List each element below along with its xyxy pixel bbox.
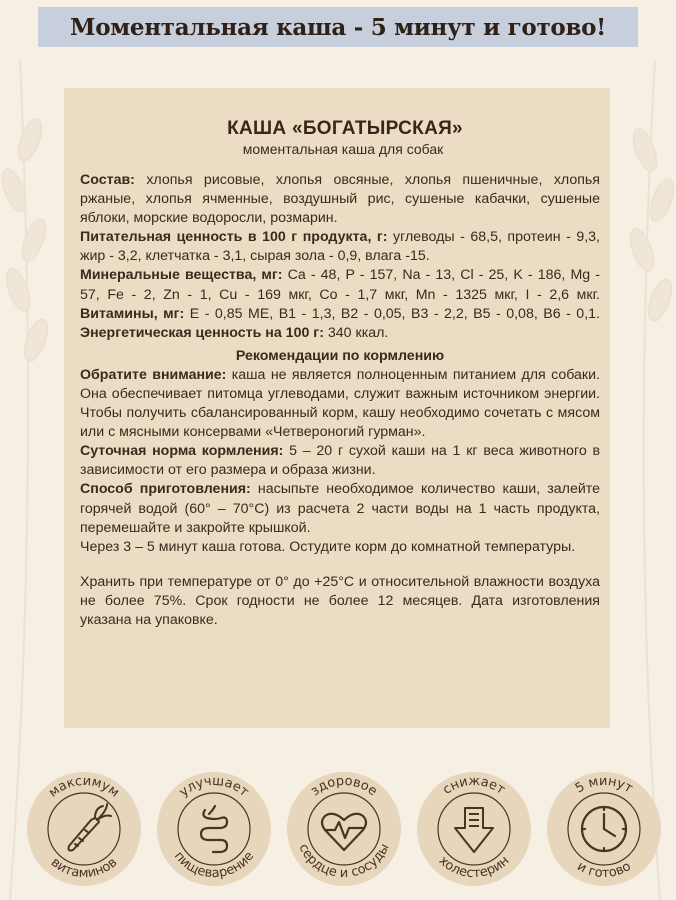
spacer <box>80 557 600 573</box>
banner-title: Моментальная каша - 5 минут и готово! <box>70 13 606 41</box>
top-banner <box>38 7 638 47</box>
minerals-paragraph <box>80 266 600 342</box>
daily-norm-paragraph <box>80 442 600 480</box>
badge-heart-top: здоровое <box>308 773 380 800</box>
storage-paragraph: Хранить при температуре от 0° до +25°С и относительной влажности воздуха не более 75%. Срок годности не более 12 месяцев. Дата изготовления указана на упаковке. <box>80 573 600 628</box>
badge-digestion-bottom: пищеварение <box>170 848 258 882</box>
feeding-note-label: Обратите внимание: <box>80 366 227 383</box>
minerals-label: Минеральные вещества, мг: <box>80 267 283 284</box>
badge-cholesterol-bottom: холестерин <box>435 853 513 882</box>
product-info-card <box>64 88 610 728</box>
energy-text: 340 ккал. <box>323 324 389 341</box>
nutrition-text: углеводы - 68,5, протеин - 9,3, жир - 3,2, клетчатка - 3,1, сырая зола - 0,9, влага -15. <box>80 229 600 265</box>
badge-vitamins-bottom: витаминов <box>47 855 121 882</box>
feeding-note-paragraph <box>80 366 600 442</box>
method-paragraph <box>80 480 600 537</box>
badge-heart <box>285 770 403 888</box>
composition-paragraph <box>80 171 600 228</box>
badge-five-minutes-bottom: и готово <box>574 858 634 882</box>
badge-vitamins-top: максимум <box>46 773 122 801</box>
nutrition-label: Питательная ценность в 100 г продукта, г: <box>80 229 388 246</box>
badge-vitamins <box>25 770 143 888</box>
energy-label: Энергетическая ценность на 100 г: <box>80 324 324 341</box>
nutrition-paragraph <box>80 228 600 266</box>
ready-paragraph: Через 3 – 5 минут каша готова. Остудите корм до комнатной температуры. <box>80 538 576 555</box>
feeding-section-title: Рекомендации по кормлению <box>235 347 445 364</box>
badge-digestion <box>155 770 273 888</box>
product-title: КАША «БОГАТЫРСКАЯ» <box>227 118 463 139</box>
vitamins-label: Витамины, мг: <box>80 305 185 322</box>
daily-norm-text: 5 – 20 г сухой каши на 1 кг веса животного в зависимости от его размера и образа жизни. <box>80 443 601 479</box>
badge-heart-bottom: сердце и сосуды <box>295 841 393 882</box>
method-text: насыпьте необходимое количество каши, залейте горячей водой (60° – 70°С) из расчета 2 части воды на 1 часть продукта, перемешайте и закройте крышкой. <box>80 481 600 536</box>
method-label: Способ приготовления: <box>80 481 251 498</box>
badge-cholesterol-top: снижает <box>440 773 508 798</box>
feeding-note-text: каша не является полноценным питанием для собаки. Она обеспечивает питомца углеводами, служит важным источником энергии. Чтобы получить сбалансированный корм, кашу необходимо сочетать с мясом или с мясными консервами «Четвероногий гурман». <box>80 366 600 441</box>
badge-digestion-top: улучшает <box>176 773 252 801</box>
badge-five-minutes <box>545 770 663 888</box>
product-subtitle: моментальная каша для собак <box>242 141 444 157</box>
benefit-badges <box>0 770 676 888</box>
badge-cholesterol <box>415 770 533 888</box>
badge-five-minutes-top: 5 минут <box>572 773 636 797</box>
daily-norm-label: Суточная норма кормления: <box>80 443 284 460</box>
vitamins-text: E - 0,85 МЕ, B1 - 1,3, B2 - 0,05, B3 - 2,2, B5 - 0,08, B6 - 0,1. <box>184 305 600 322</box>
minerals-text: Ca - 48, P - 157, Na - 13, Cl - 25, K - 186, Mg - 57, Fe - 2, Zn - 1, Cu - 169 мкг, Co - 1,7 мкг, Mn - 1325 мкг, I - 2,6 мкг. <box>80 267 600 303</box>
composition-label: Состав: <box>80 172 135 188</box>
composition-text: хлопья рисовые, хлопья овсяные, хлопья пшеничные, хлопья ржаные, хлопья ячменные, воздушный рис, сушеные кабачки, сушеные яблоки, морские водоросли, розмарин. <box>80 172 600 227</box>
